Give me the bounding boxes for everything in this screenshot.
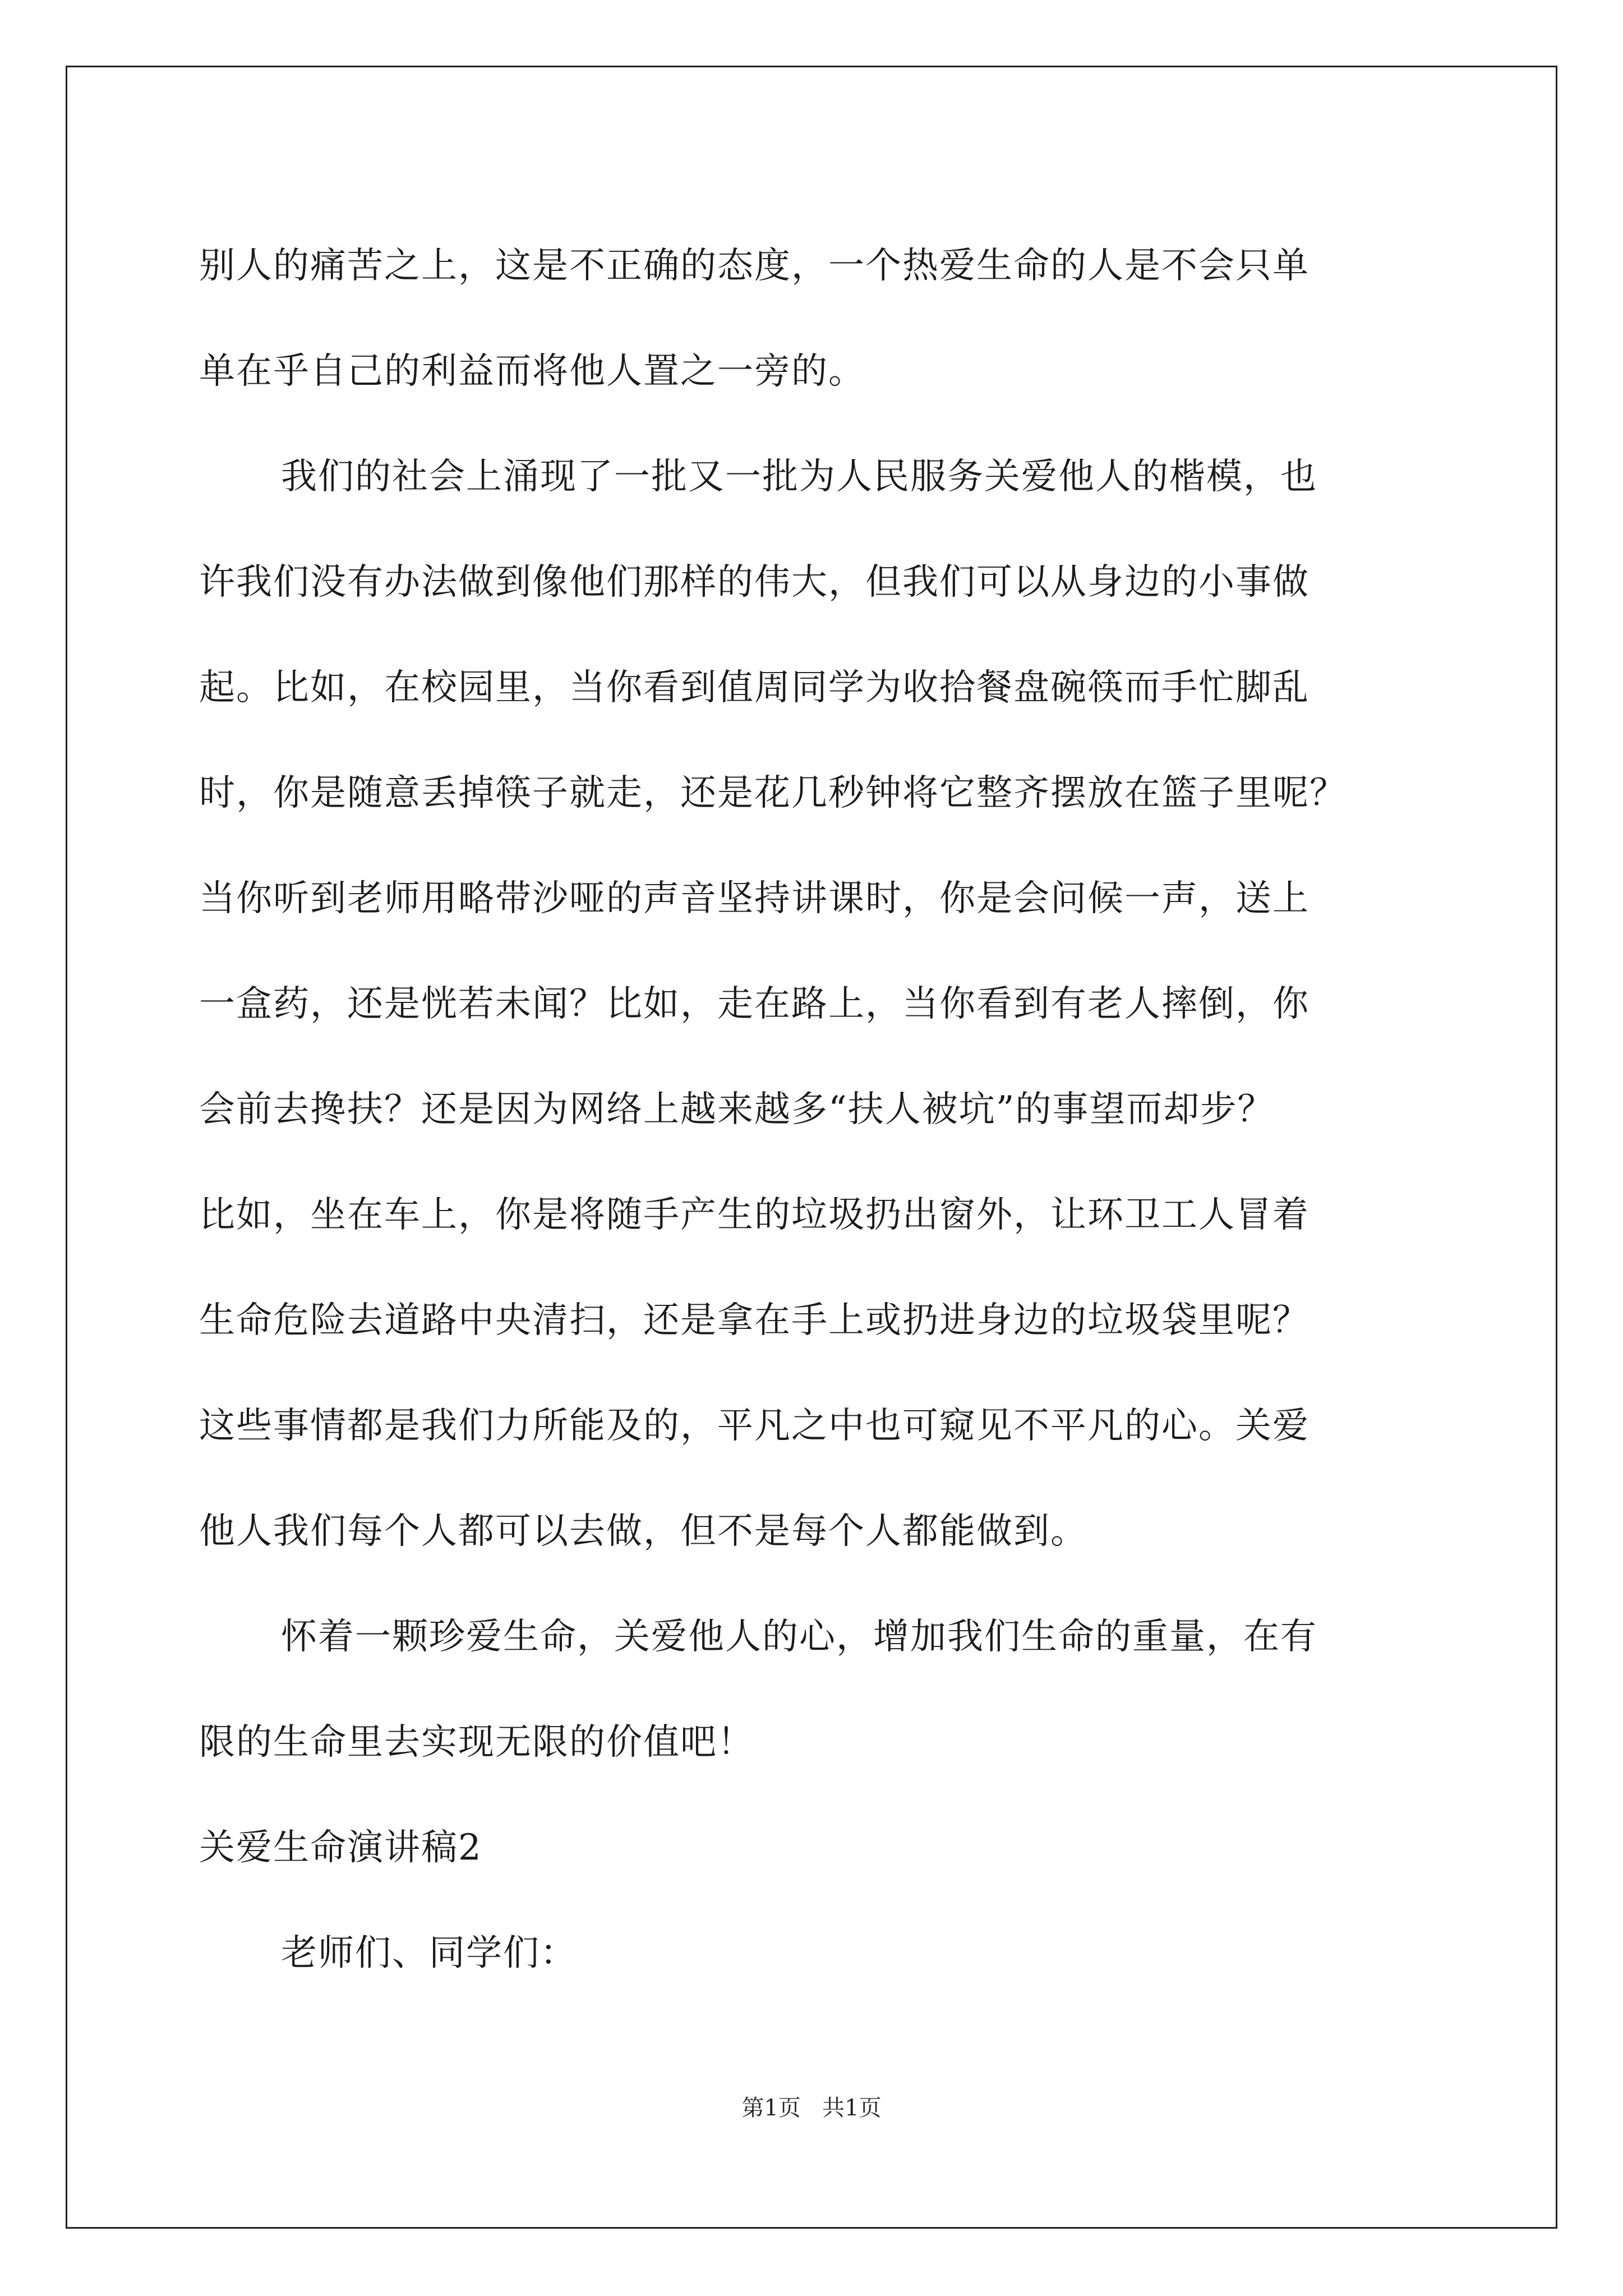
text-line-2: 单在乎自己的利益而将他人置之一旁的。 [199, 351, 865, 392]
text-line-10: 比如，坐在车上，你是将随手产生的垃圾扔出窗外，让环卫工人冒着 [199, 1194, 1310, 1236]
text-line-6: 时，你是随意丢掉筷子就走，还是花几秒钟将它整齐摆放在篮子里呢？ [199, 772, 1347, 814]
document-body [199, 213, 1433, 2006]
text-line-15: 限的生命里去实现无限的价值吧！ [199, 1722, 754, 1763]
text-line-4: 许我们没有办法做到像他们那样的伟大，但我们可以从身边的小事做 [199, 562, 1310, 603]
text-line-7: 当你听到老师用略带沙哑的声音坚持讲课时，你是会问候一声，送上 [199, 878, 1310, 919]
text-line-5: 起。比如，在校园里，当你看到值周同学为收拾餐盘碗筷而手忙脚乱 [199, 667, 1310, 708]
text-line-12: 这些事情都是我们力所能及的，平凡之中也可窥见不平凡的心。关爱 [199, 1405, 1310, 1447]
salutation: 老师们、同学们： [281, 1932, 577, 1974]
page-footer: 第1页 共1页 [741, 2095, 882, 2121]
text-line-13: 他人我们每个人都可以去做，但不是每个人都能做到。 [199, 1511, 1087, 1552]
section-heading: 关爱生命演讲稿2 [199, 1827, 482, 1869]
text-line-3: 我们的社会上涌现了一批又一批为人民服务关爱他人的楷模，也 [281, 456, 1317, 498]
text-line-11: 生命危险去道路中央清扫，还是拿在手上或扔进身边的垃圾袋里呢？ [199, 1300, 1310, 1341]
text-line-1: 别人的痛苦之上，这是不正确的态度，一个热爱生命的人是不会只单 [199, 245, 1310, 287]
text-line-8: 一盒药，还是恍若未闻？比如，走在路上，当你看到有老人摔倒，你 [199, 983, 1310, 1025]
text-line-14: 怀着一颗珍爱生命，关爱他人的心，增加我们生命的重量，在有 [281, 1616, 1317, 1658]
text-line-9: 会前去搀扶？还是因为网络上越来越多“扶人被坑”的事望而却步？ [199, 1089, 1275, 1130]
